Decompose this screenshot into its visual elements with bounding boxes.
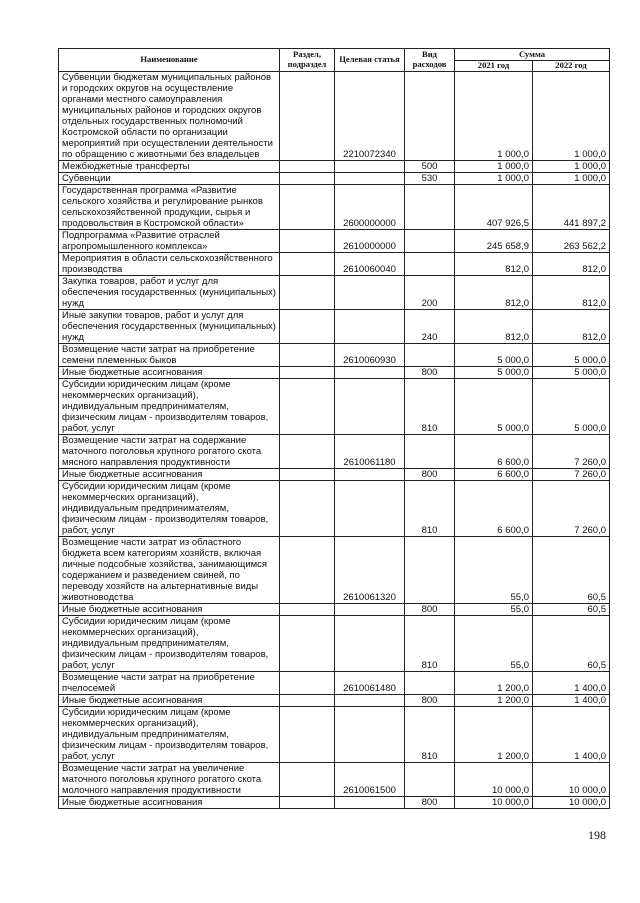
row-kind-cell bbox=[405, 671, 455, 694]
row-2021-cell: 55,0 bbox=[455, 536, 533, 603]
row-2021-cell: 5 000,0 bbox=[455, 366, 533, 378]
row-2022-cell: 5 000,0 bbox=[533, 366, 610, 378]
row-kind-cell: 800 bbox=[405, 468, 455, 480]
table-row bbox=[59, 434, 610, 468]
row-name-cell: Возмещение части затрат на увеличение маточного поголовья крупного рогатого скота молочного направления продуктивности bbox=[59, 762, 280, 796]
row-section-cell bbox=[280, 615, 335, 671]
row-name-cell: Субсидии юридическим лицам (кроме некоммерческих организаций), индивидуальным предпринимателям, физическим лицам - производителям товаров, работ, услуг bbox=[59, 480, 280, 536]
budget-table bbox=[58, 48, 610, 809]
row-2021-cell: 55,0 bbox=[455, 615, 533, 671]
header-sum: Сумма bbox=[455, 49, 610, 61]
row-kind-cell: 810 bbox=[405, 378, 455, 434]
row-kind-cell bbox=[405, 71, 455, 160]
row-2021-cell: 407 926,5 bbox=[455, 184, 533, 229]
table-row bbox=[59, 706, 610, 762]
row-section-cell bbox=[280, 378, 335, 434]
row-name-cell: Иные бюджетные ассигнования bbox=[59, 796, 280, 808]
row-2022-cell: 60,5 bbox=[533, 603, 610, 615]
table-row bbox=[59, 603, 610, 615]
row-section-cell bbox=[280, 671, 335, 694]
header-section: Раздел, подраздел bbox=[280, 49, 335, 72]
row-2022-cell: 10 000,0 bbox=[533, 762, 610, 796]
row-section-cell bbox=[280, 275, 335, 309]
table-row bbox=[59, 309, 610, 343]
row-2022-cell: 10 000,0 bbox=[533, 796, 610, 808]
row-name-cell: Иные бюджетные ассигнования bbox=[59, 603, 280, 615]
row-2021-cell: 1 000,0 bbox=[455, 71, 533, 160]
row-section-cell bbox=[280, 184, 335, 229]
row-target-cell bbox=[335, 172, 405, 184]
row-name-cell: Субсидии юридическим лицам (кроме некоммерческих организаций), индивидуальным предпринимателям, физическим лицам - производителям товаров, работ, услуг bbox=[59, 706, 280, 762]
row-section-cell bbox=[280, 172, 335, 184]
row-2022-cell: 1 400,0 bbox=[533, 694, 610, 706]
row-kind-cell: 800 bbox=[405, 796, 455, 808]
row-2021-cell: 1 200,0 bbox=[455, 706, 533, 762]
row-section-cell bbox=[280, 762, 335, 796]
header-kind: Вид расходов bbox=[405, 49, 455, 72]
row-target-cell bbox=[335, 160, 405, 172]
row-section-cell bbox=[280, 343, 335, 366]
row-name-cell: Иные бюджетные ассигнования bbox=[59, 694, 280, 706]
table-body bbox=[59, 71, 610, 808]
row-section-cell bbox=[280, 536, 335, 603]
row-2021-cell: 5 000,0 bbox=[455, 378, 533, 434]
table-row bbox=[59, 536, 610, 603]
table-row bbox=[59, 275, 610, 309]
row-kind-cell bbox=[405, 229, 455, 252]
row-kind-cell: 810 bbox=[405, 480, 455, 536]
row-2021-cell: 6 600,0 bbox=[455, 468, 533, 480]
header-target: Целевая статья bbox=[335, 49, 405, 72]
table-row bbox=[59, 343, 610, 366]
row-name-cell: Иные бюджетные ассигнования bbox=[59, 366, 280, 378]
row-2022-cell: 1 000,0 bbox=[533, 71, 610, 160]
row-kind-cell: 800 bbox=[405, 603, 455, 615]
row-target-cell bbox=[335, 615, 405, 671]
table-row bbox=[59, 468, 610, 480]
row-name-cell: Межбюджетные трансферты bbox=[59, 160, 280, 172]
row-target-cell bbox=[335, 378, 405, 434]
row-2021-cell: 812,0 bbox=[455, 252, 533, 275]
row-2021-cell: 1 200,0 bbox=[455, 671, 533, 694]
row-section-cell bbox=[280, 252, 335, 275]
row-2022-cell: 812,0 bbox=[533, 275, 610, 309]
table-row bbox=[59, 71, 610, 160]
row-target-cell: 2610061480 bbox=[335, 671, 405, 694]
row-2022-cell: 812,0 bbox=[533, 252, 610, 275]
table-row bbox=[59, 694, 610, 706]
table-row bbox=[59, 229, 610, 252]
row-section-cell bbox=[280, 229, 335, 252]
page-number: 198 bbox=[588, 828, 606, 842]
row-2021-cell: 1 000,0 bbox=[455, 160, 533, 172]
row-2022-cell: 7 260,0 bbox=[533, 468, 610, 480]
row-2021-cell: 245 658,9 bbox=[455, 229, 533, 252]
row-name-cell: Субвенции bbox=[59, 172, 280, 184]
row-name-cell: Возмещение части затрат из областного бюджета всем категориям хозяйств, включая личные подсобные хозяйства, занимающимся содержанием и разведением свиней, по переводу хозяйств на альтернативные виды животноводства bbox=[59, 536, 280, 603]
row-2022-cell: 7 260,0 bbox=[533, 480, 610, 536]
header-2022: 2022 год bbox=[533, 61, 610, 72]
table-row bbox=[59, 378, 610, 434]
row-2022-cell: 812,0 bbox=[533, 309, 610, 343]
row-kind-cell: 200 bbox=[405, 275, 455, 309]
row-2021-cell: 5 000,0 bbox=[455, 343, 533, 366]
row-section-cell bbox=[280, 480, 335, 536]
row-kind-cell bbox=[405, 762, 455, 796]
row-kind-cell: 500 bbox=[405, 160, 455, 172]
row-2021-cell: 10 000,0 bbox=[455, 762, 533, 796]
row-target-cell: 2600000000 bbox=[335, 184, 405, 229]
table-row bbox=[59, 366, 610, 378]
row-2022-cell: 441 897,2 bbox=[533, 184, 610, 229]
row-section-cell bbox=[280, 366, 335, 378]
row-2021-cell: 812,0 bbox=[455, 309, 533, 343]
row-2021-cell: 812,0 bbox=[455, 275, 533, 309]
header-2021: 2021 год bbox=[455, 61, 533, 72]
row-2021-cell: 1 000,0 bbox=[455, 172, 533, 184]
row-target-cell: 2610060040 bbox=[335, 252, 405, 275]
row-target-cell bbox=[335, 468, 405, 480]
row-2022-cell: 263 562,2 bbox=[533, 229, 610, 252]
row-name-cell: Мероприятия в области сельскохозяйственного производства bbox=[59, 252, 280, 275]
row-target-cell: 2210072340 bbox=[335, 71, 405, 160]
row-2021-cell: 1 200,0 bbox=[455, 694, 533, 706]
row-2021-cell: 55,0 bbox=[455, 603, 533, 615]
row-name-cell: Возмещение части затрат на приобретение семени племенных быков bbox=[59, 343, 280, 366]
row-2022-cell: 1 000,0 bbox=[533, 172, 610, 184]
row-2022-cell: 1 400,0 bbox=[533, 671, 610, 694]
row-2022-cell: 7 260,0 bbox=[533, 434, 610, 468]
table-row bbox=[59, 172, 610, 184]
row-2022-cell: 60,5 bbox=[533, 536, 610, 603]
row-section-cell bbox=[280, 694, 335, 706]
table-row bbox=[59, 252, 610, 275]
row-name-cell: Субсидии юридическим лицам (кроме некоммерческих организаций), индивидуальным предпринимателям, физическим лицам - производителям товаров, работ, услуг bbox=[59, 378, 280, 434]
row-kind-cell: 530 bbox=[405, 172, 455, 184]
row-target-cell: 2610061320 bbox=[335, 536, 405, 603]
row-name-cell: Государственная программа «Развитие сельского хозяйства и регулирование рынков сельскохозяйственной продукции, сырья и продовольствия в Костромской области» bbox=[59, 184, 280, 229]
row-2021-cell: 6 600,0 bbox=[455, 434, 533, 468]
row-target-cell bbox=[335, 275, 405, 309]
row-name-cell: Подпрограмма «Развитие отраслей агропромышленного комплекса» bbox=[59, 229, 280, 252]
row-target-cell: 2610061180 bbox=[335, 434, 405, 468]
row-target-cell bbox=[335, 366, 405, 378]
row-section-cell bbox=[280, 434, 335, 468]
row-target-cell: 2610000000 bbox=[335, 229, 405, 252]
row-section-cell bbox=[280, 706, 335, 762]
row-name-cell: Закупка товаров, работ и услуг для обеспечения государственных (муниципальных) нужд bbox=[59, 275, 280, 309]
row-target-cell bbox=[335, 694, 405, 706]
table-row bbox=[59, 762, 610, 796]
row-kind-cell bbox=[405, 252, 455, 275]
header-name: Наименование bbox=[59, 49, 280, 72]
row-kind-cell: 800 bbox=[405, 694, 455, 706]
row-name-cell: Возмещение части затрат на содержание маточного поголовья крупного рогатого скота мясного направления продуктивности bbox=[59, 434, 280, 468]
row-target-cell bbox=[335, 706, 405, 762]
row-target-cell bbox=[335, 603, 405, 615]
row-name-cell: Субвенции бюджетам муниципальных районов и городских округов на осуществление органами местного самоуправления муниципальных районов и городских округов отдельных государственных полномочий Костромской области по организации мероприятий при осуществлении деятельности по обращению с животными без владельцев bbox=[59, 71, 280, 160]
table-row bbox=[59, 480, 610, 536]
row-2022-cell: 5 000,0 bbox=[533, 378, 610, 434]
row-kind-cell: 810 bbox=[405, 615, 455, 671]
row-name-cell: Возмещение части затрат на приобретение пчелосемей bbox=[59, 671, 280, 694]
row-2022-cell: 1 000,0 bbox=[533, 160, 610, 172]
row-name-cell: Иные бюджетные ассигнования bbox=[59, 468, 280, 480]
row-2022-cell: 5 000,0 bbox=[533, 343, 610, 366]
row-2022-cell: 1 400,0 bbox=[533, 706, 610, 762]
table-row bbox=[59, 615, 610, 671]
row-target-cell: 2610061500 bbox=[335, 762, 405, 796]
row-2021-cell: 6 600,0 bbox=[455, 480, 533, 536]
row-section-cell bbox=[280, 309, 335, 343]
row-target-cell bbox=[335, 796, 405, 808]
row-section-cell bbox=[280, 468, 335, 480]
row-kind-cell: 800 bbox=[405, 366, 455, 378]
table-row bbox=[59, 184, 610, 229]
row-section-cell bbox=[280, 160, 335, 172]
row-kind-cell bbox=[405, 536, 455, 603]
table-row bbox=[59, 671, 610, 694]
table-row bbox=[59, 160, 610, 172]
row-name-cell: Иные закупки товаров, работ и услуг для обеспечения государственных (муниципальных) нужд bbox=[59, 309, 280, 343]
row-section-cell bbox=[280, 71, 335, 160]
row-target-cell: 2610060930 bbox=[335, 343, 405, 366]
row-kind-cell bbox=[405, 343, 455, 366]
row-kind-cell bbox=[405, 434, 455, 468]
table-row bbox=[59, 796, 610, 808]
row-name-cell: Субсидии юридическим лицам (кроме некоммерческих организаций), индивидуальным предпринимателям, физическим лицам - производителям товаров, работ, услуг bbox=[59, 615, 280, 671]
row-2021-cell: 10 000,0 bbox=[455, 796, 533, 808]
row-section-cell bbox=[280, 796, 335, 808]
row-2022-cell: 60,5 bbox=[533, 615, 610, 671]
row-kind-cell bbox=[405, 184, 455, 229]
row-section-cell bbox=[280, 603, 335, 615]
row-kind-cell: 810 bbox=[405, 706, 455, 762]
row-target-cell bbox=[335, 480, 405, 536]
row-kind-cell: 240 bbox=[405, 309, 455, 343]
row-target-cell bbox=[335, 309, 405, 343]
